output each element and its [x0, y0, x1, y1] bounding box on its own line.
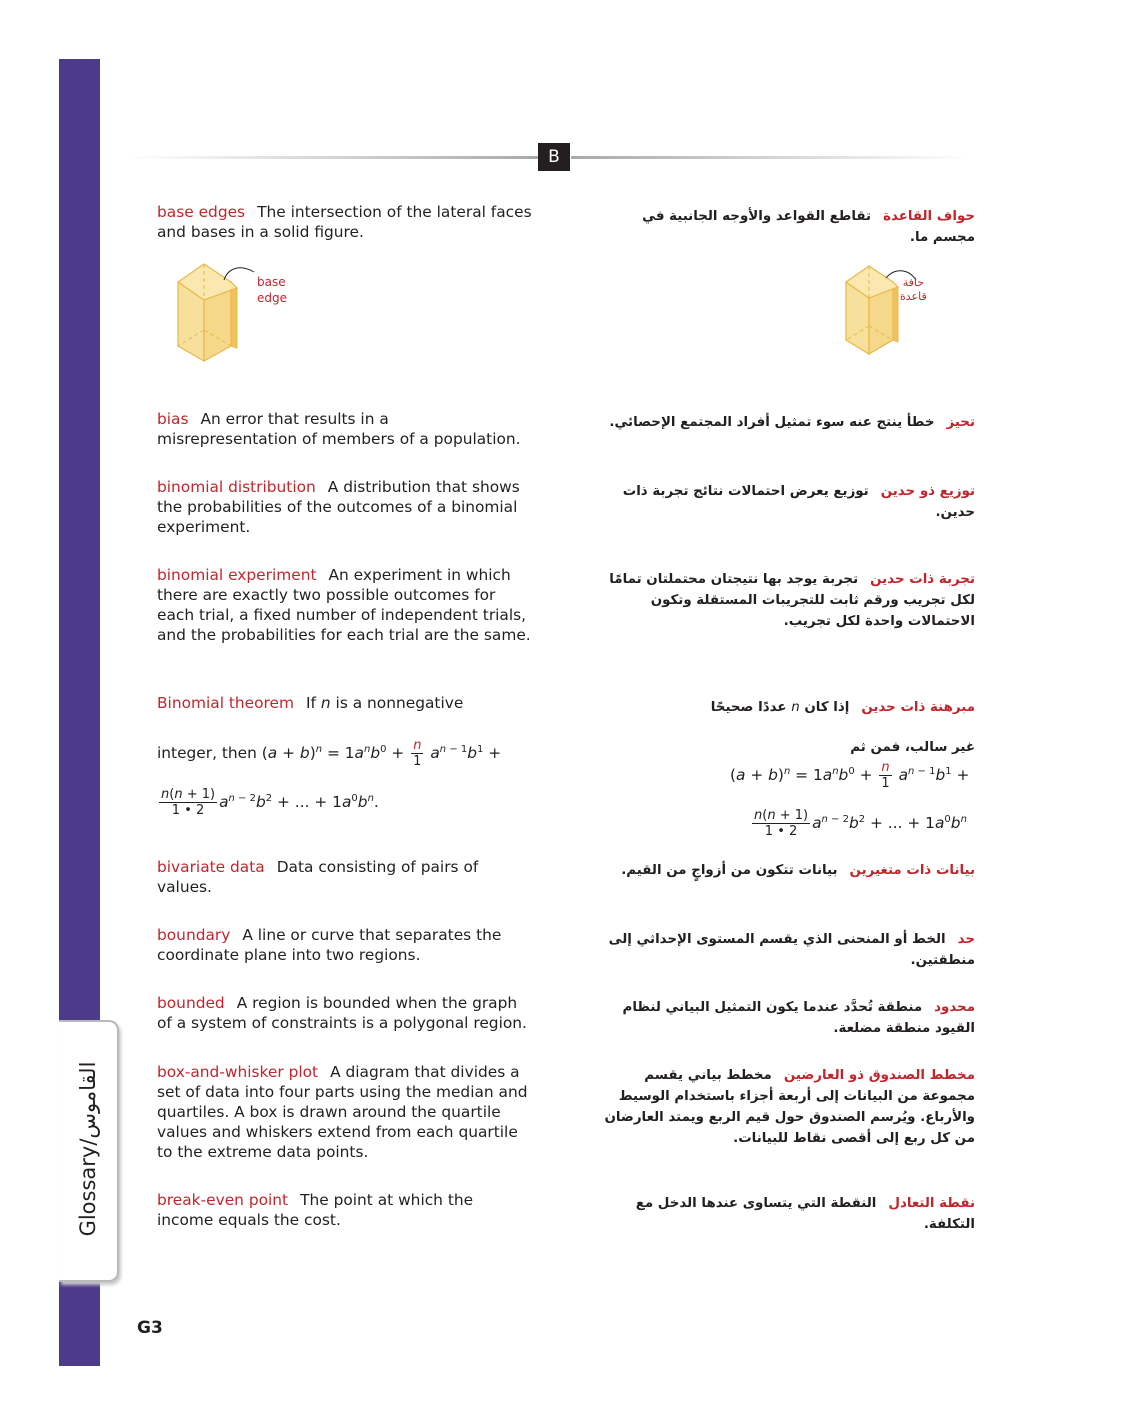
definition: خطأ ينتج عنه سوء تمثيل أفراد المجتمع الإحصائي. [609, 415, 935, 430]
caption-line: edge [257, 291, 287, 305]
definition: Data consisting of pairs of values. [157, 858, 479, 896]
term: تجربة ذات حدين [870, 572, 975, 587]
section-rule-right [571, 156, 971, 159]
definition: توزيع يعرض احتمالات نتائج تجربة ذات حدين. [622, 484, 975, 520]
entry-binomial-distribution-ar [600, 481, 975, 523]
definition: An error that results in a misrepresentation of members of a population. [157, 410, 521, 448]
variable-n: n [320, 694, 331, 712]
figure-caption-ar [900, 276, 927, 304]
binomial-formula-line1-ar: $(a + b)^n = 1a^nb^0$ + $\frac{n}{1}$ $a^{n - 1}b^1$ + [730, 760, 970, 791]
definition: مخطط بياني يقسم مجموعة من البيانات إلى أربعة أجزاء باستخدام الوسيط والأرباع. ويُرسم الصندوق حول قيم الربع ويمتد العارضان من كل ربع إلى أقصى نقاط للبيانات. [604, 1068, 975, 1146]
entry-binomial-experiment-en [157, 565, 532, 645]
definition: النقطة التي يتساوى عندها الدخل مع التكلفة. [635, 1196, 975, 1232]
term: حد [957, 932, 975, 947]
entry-binomial-theorem-ar-line2: غير سالب، فمن ثم [850, 740, 975, 755]
binomial-formula-line1-en: integer, then $(a + b)^n = 1a^nb^0$ + $\frac{n}{1}$ $a^{n - 1}b^1$ + [157, 738, 502, 769]
binomial-formula-line2-ar: $\frac{n(n + 1)}{1 • 2}$ $a^{n - 2}b^2$ + ... + $1a^0b^n$ [754, 808, 967, 839]
entry-bivariate-data-en [157, 857, 532, 897]
definition: A region is bounded when the graph of a system of constraints is a polygonal region. [157, 994, 527, 1032]
glossary-tab-label: Glossary/القاموس [76, 1061, 100, 1237]
term: base edges [157, 203, 246, 221]
term: box-and-whisker plot [157, 1063, 319, 1081]
definition: منطقة تُحدَّد عندما يكون التمثيل البياني لنظام القيود منطقة مضلعة. [622, 1000, 975, 1036]
term: مبرهنة ذات حدين [861, 700, 975, 715]
term: Binomial theorem [157, 694, 294, 712]
definition: A distribution that shows the probabilities of the outcomes of a binomial experiment. [157, 478, 520, 536]
page-number: G3 [137, 1318, 163, 1338]
term: محدود [934, 1000, 975, 1015]
entry-bias-en [157, 409, 532, 449]
entry-bounded-ar [600, 997, 975, 1039]
definition: An experiment in which there are exactly two possible outcomes for each trial, a fixed number of independent trials, and the probabilities for each trial are the same. [157, 566, 531, 644]
section-rule-left [130, 156, 538, 159]
caption-line: base [257, 275, 286, 289]
term: نقطة التعادل [888, 1196, 975, 1211]
entry-bivariate-data-ar [600, 860, 975, 881]
entry-boundary-en [157, 925, 532, 965]
entry-binomial-distribution-en [157, 477, 532, 537]
variable-n: n [791, 700, 800, 715]
entry-binomial-experiment-ar [600, 569, 975, 632]
definition: If [306, 694, 316, 712]
definition: تقاطع القواعد والأوجه الجانبية في مجسم ما. [642, 209, 975, 245]
definition: A line or curve that separates the coordinate plane into two regions. [157, 926, 502, 964]
definition: إذا كان [804, 700, 850, 715]
entry-break-even-point-ar [600, 1193, 975, 1235]
definition: The intersection of the lateral faces and bases in a solid figure. [157, 203, 532, 241]
entry-bias-ar [600, 412, 975, 433]
entry-base-edges-ar [600, 206, 975, 248]
definition: The point at which the income equals the cost. [157, 1191, 474, 1229]
definition: بيانات تتكون من أزواجٍ من القيم. [621, 863, 838, 878]
term: binomial distribution [157, 478, 316, 496]
figure-caption-en [257, 274, 287, 306]
entry-base-edges-en [157, 202, 532, 242]
entry-binomial-theorem-en [157, 693, 532, 713]
term: بيانات ذات متغيرين [849, 863, 975, 878]
binomial-formula-line2-en: $\frac{n(n + 1)}{1 • 2}$ $a^{n - 2}b^2$ + ... + $1a^0b^n$. [161, 787, 379, 818]
term: مخطط الصندوق ذو العارضين [783, 1068, 975, 1083]
term: حواف القاعدة [883, 209, 975, 224]
term: bias [157, 410, 189, 428]
entry-break-even-point-en [157, 1190, 532, 1230]
entry-binomial-theorem-ar [600, 697, 975, 718]
section-letter: B [538, 143, 570, 171]
entry-boundary-ar [600, 929, 975, 971]
entry-bounded-en [157, 993, 532, 1033]
entry-box-and-whisker-plot-ar [600, 1065, 975, 1149]
term: bivariate data [157, 858, 265, 876]
term: تحيز [946, 415, 975, 430]
term: توزيع ذو حدين [880, 484, 975, 499]
prism-face-back [231, 282, 237, 348]
caption-line: قاعدة [900, 290, 927, 303]
definition: A diagram that divides a set of data into four parts using the median and quartiles. A box is drawn around the quartile values and whiskers extend from each quartile to the extreme data points. [157, 1063, 528, 1161]
callout-arrow [222, 262, 258, 284]
definition: عددًا صحيحًا [710, 700, 787, 715]
definition: تجربة يوجد بها نتيجتان محتملتان تمامًا لكل تجريب ورقم ثابت للتجريبات المستقلة وتكون الاحتمالات واحدة لكل تجريب. [609, 572, 975, 629]
term: boundary [157, 926, 231, 944]
term: binomial experiment [157, 566, 317, 584]
caption-line: حافة [902, 276, 925, 289]
definition: الخط أو المنحنى الذي يقسم المستوى الإحداثي إلى منطقتين. [608, 932, 975, 968]
prism-face-back [893, 282, 898, 342]
term: bounded [157, 994, 225, 1012]
definition: is a nonnegative [335, 694, 464, 712]
term: break-even point [157, 1191, 289, 1209]
callout-arrow-line [224, 268, 254, 280]
entry-box-and-whisker-plot-en [157, 1062, 532, 1162]
